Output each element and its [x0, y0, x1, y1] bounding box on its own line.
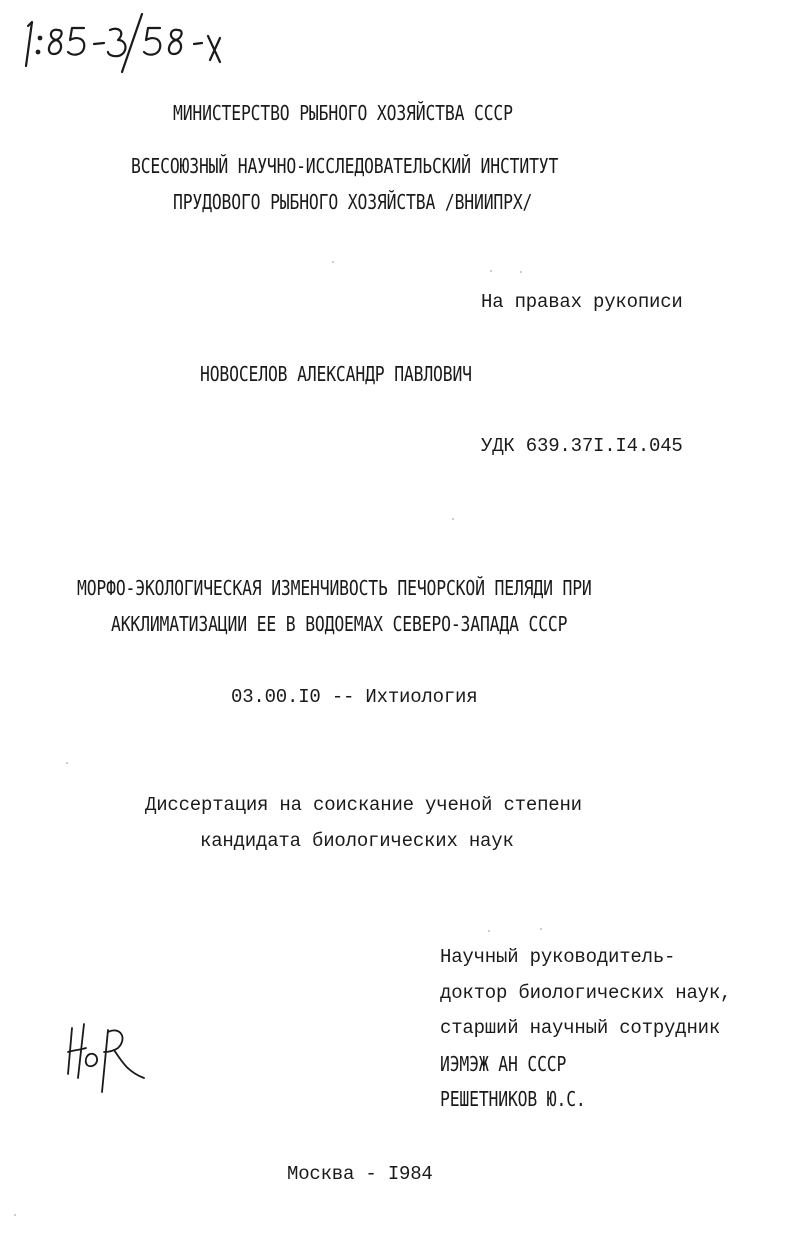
supervisor-line1: Научный руководитель-	[440, 946, 676, 968]
scan-speck	[452, 518, 454, 520]
ministry-heading: МИНИСТЕРСТВО РЫБНОГО ХОЗЯЙСТВА СССР	[173, 101, 513, 125]
institute-heading-line1: ВСЕСОЮЗНЫЙ НАУЧНО-ИССЛЕДОВАТЕЛЬСКИЙ ИНСТИТУТ	[131, 154, 559, 178]
dissertation-title-line2: АККЛИМАТИЗАЦИИ ЕЕ В ВОДОЕМАХ СЕВЕРО-ЗАПАДА СССР	[111, 612, 568, 636]
signature-strokes	[62, 1018, 158, 1096]
handwritten-signature	[62, 1018, 158, 1096]
institute-heading-line2: ПРУДОВОГО РЫБНОГО ХОЗЯЙСТВА /ВНИИПРХ/	[173, 190, 533, 214]
archive-code-strokes	[14, 8, 229, 78]
handwritten-archive-code	[14, 8, 229, 78]
scan-speck	[490, 270, 492, 272]
city-year: Москва - I984	[287, 1163, 433, 1185]
udc-code: УДК 639.37I.I4.045	[481, 435, 683, 457]
scan-speck	[14, 1214, 16, 1216]
supervisor-line2: доктор биологических наук,	[440, 982, 732, 1004]
degree-line2: кандидата биологических наук	[200, 830, 514, 852]
supervisor-line4: ИЭМЭЖ АН СССР	[440, 1052, 567, 1076]
author-name: НОВОСЕЛОВ АЛЕКСАНДР ПАВЛОВИЧ	[200, 362, 472, 386]
specialty-code: 03.00.I0 -- Ихтиология	[231, 686, 478, 708]
scan-speck	[66, 762, 68, 764]
scan-speck	[520, 271, 522, 273]
scan-speck	[540, 928, 542, 930]
degree-line1: Диссертация на соискание ученой степени	[145, 794, 582, 816]
scan-speck	[332, 261, 334, 263]
supervisor-line3: старший научный сотрудник	[440, 1017, 721, 1039]
scan-speck	[488, 930, 490, 932]
supervisor-line5: РЕШЕТНИКОВ Ю.С.	[440, 1087, 586, 1111]
manuscript-note: На правах рукописи	[481, 291, 683, 313]
dissertation-title-line1: МОРФО-ЭКОЛОГИЧЕСКАЯ ИЗМЕНЧИВОСТЬ ПЕЧОРСКОЙ ПЕЛЯДИ ПРИ	[77, 576, 592, 600]
